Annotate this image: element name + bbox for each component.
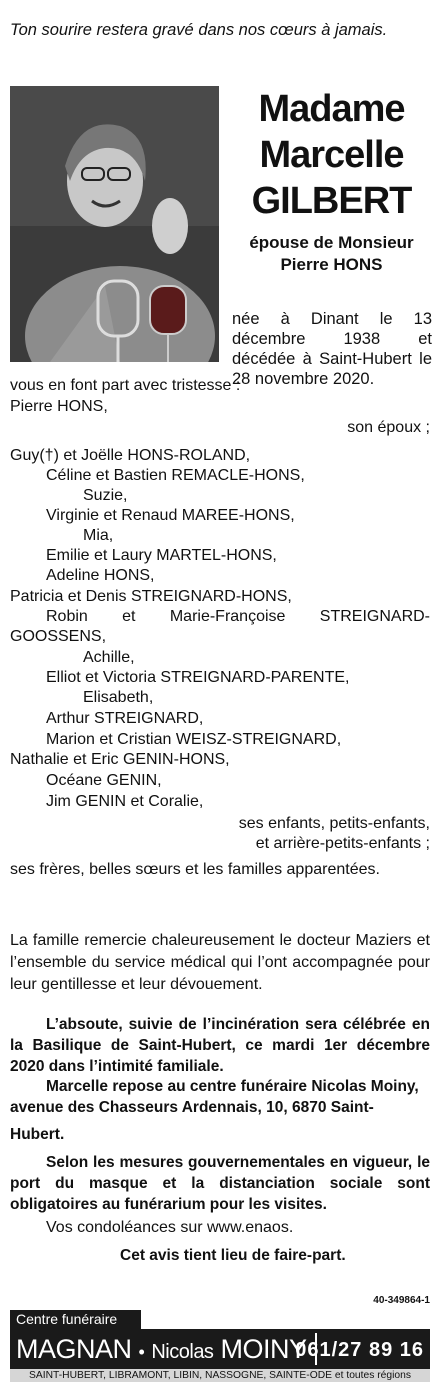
- family-line: Robin et Marie-Françoise STREIGNARD-GOOSSENS,: [10, 608, 430, 645]
- family-line: Achille,: [83, 649, 135, 666]
- rest-location: Marcelle repose au centre funéraire Nicolas Moiny, avenue des Chasseurs Ardennais, 10, 6870 Saint-: [10, 1078, 419, 1116]
- birth-death-info: née à Dinant le 13 décembre 1938 et décédée à Saint-Hubert le 28 novembre 2020.: [232, 309, 432, 388]
- family-line: Arthur STREIGNARD,: [46, 710, 204, 727]
- thanks-paragraph: La famille remercie chaleureusement le docteur Maziers et l’ensemble du service médical qui l’ont accompagnée pour leur gentillesse et leur dévouement.: [10, 932, 430, 993]
- relation-label: son époux ;: [347, 419, 430, 436]
- family-line: Suzie,: [83, 487, 128, 504]
- family-line: Guy(†) et Joëlle HONS-ROLAND,: [10, 447, 251, 464]
- quote: Ton sourire restera gravé dans nos cœurs à jamais.: [10, 21, 388, 39]
- condolences-link[interactable]: Vos condoléances sur www.enaos.: [46, 1219, 294, 1236]
- reference-number: 40-349864-1: [373, 1295, 430, 1306]
- phone-number[interactable]: 061/27 89 16: [295, 1339, 424, 1361]
- brand-name: MAGNAN: [16, 1334, 132, 1364]
- ceremony-info: L’absoute, suivie de l’incinération sera célébrée en la Basilique de Saint-Hubert, ce mardi 1er décembre 2020 dans l’intimité familiale.: [10, 1016, 430, 1075]
- funeral-home-brand: [16, 1333, 306, 1368]
- notice-statement: Cet avis tient lieu de faire-part.: [120, 1247, 346, 1264]
- family-line: Mia,: [83, 527, 114, 544]
- deceased-name: [228, 86, 435, 224]
- relation-label: ses enfants, petits-enfants,: [238, 815, 430, 832]
- family-line: Virginie et Renaud MAREE-HONS,: [46, 507, 295, 524]
- family-line: Adeline HONS,: [46, 567, 155, 584]
- family-line: Océane GENIN,: [46, 772, 162, 789]
- family-line: Patricia et Denis STREIGNARD-HONS,: [10, 588, 292, 605]
- spouse-info: [228, 232, 435, 276]
- funeral-home-banner: [10, 1329, 430, 1369]
- family-line: Jim GENIN et Coralie,: [46, 793, 204, 810]
- health-measures: Selon les mesures gouvernementales en vigueur, le port du masque et la distanciation sociale sont obligatoires au funérarium pour les visites.: [10, 1154, 430, 1213]
- relation-label: et arrière-petits-enfants ;: [255, 835, 430, 852]
- bullet-separator: •: [138, 1342, 145, 1362]
- name-first: Marcelle: [259, 134, 404, 176]
- family-line: Nathalie et Eric GENIN-HONS,: [10, 751, 230, 768]
- service-locations: SAINT-HUBERT, LIBRAMONT, LIBIN, NASSOGNE, SAINTE-ODE et toutes régions: [10, 1369, 430, 1382]
- portrait-illustration: [10, 86, 219, 362]
- name-title: Madame: [258, 88, 405, 130]
- family-line: Elisabeth,: [83, 689, 154, 706]
- owner-name: MOINY: [220, 1334, 307, 1364]
- family-line: Marion et Cristian WEISZ-STREIGNARD,: [46, 731, 342, 748]
- owner-prefix: Nicolas: [151, 1341, 214, 1363]
- funeral-home-footer: [10, 1310, 430, 1381]
- portrait-photo: [10, 86, 219, 362]
- name-last: GILBERT: [251, 180, 412, 222]
- family-line: Pierre HONS,: [10, 398, 108, 415]
- family-line: Emilie et Laury MARTEL-HONS,: [46, 547, 277, 564]
- rest-location-end: Hubert.: [10, 1126, 65, 1143]
- spouse-line-1: épouse de Monsieur: [249, 233, 414, 252]
- family-line: Céline et Bastien REMACLE-HONS,: [46, 467, 305, 484]
- family-intro: vous en font part avec tristesse :: [10, 377, 241, 394]
- funeral-center-label: Centre funéraire: [10, 1310, 141, 1329]
- relatives-line: ses frères, belles sœurs et les familles apparentées.: [10, 861, 380, 878]
- spouse-line-2: Pierre HONS: [280, 255, 383, 274]
- family-line: Elliot et Victoria STREIGNARD-PARENTE,: [46, 669, 350, 686]
